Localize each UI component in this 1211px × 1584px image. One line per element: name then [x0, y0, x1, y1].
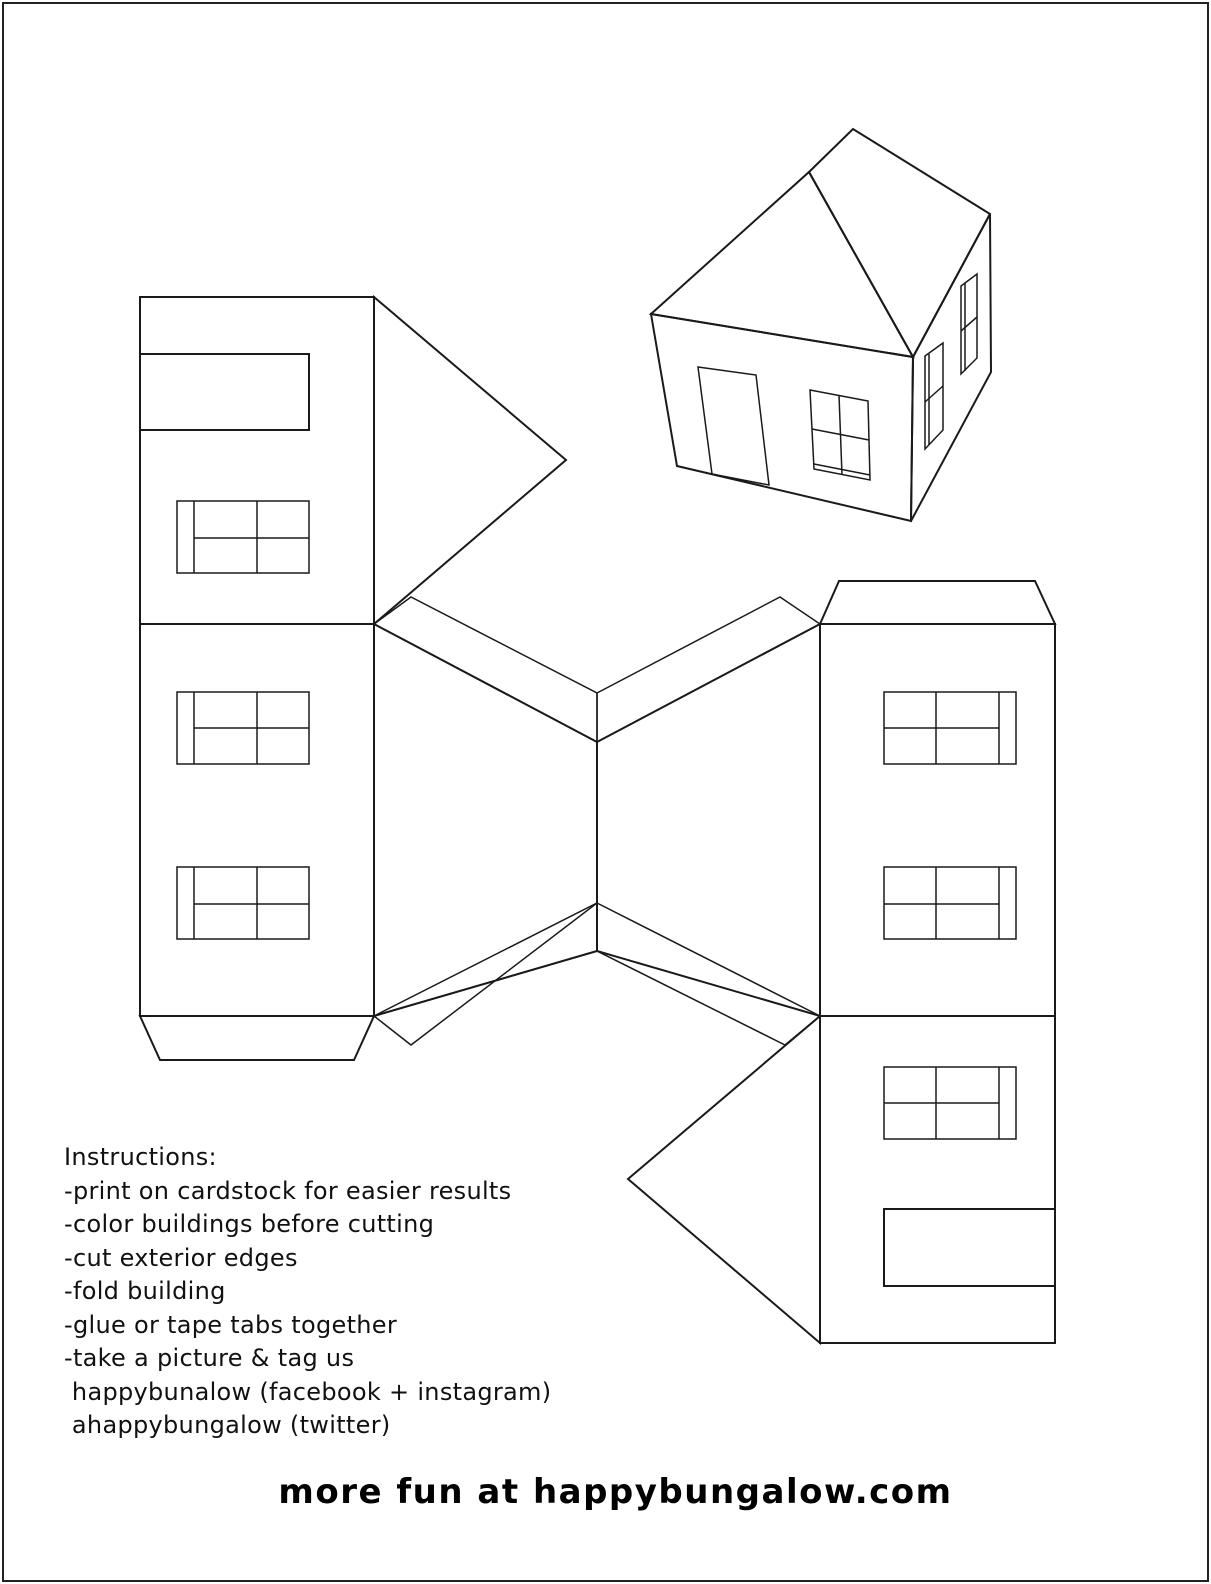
- left-upper-wall: [140, 297, 374, 624]
- assembled-house-preview: [651, 129, 991, 521]
- roof-front-face: [651, 172, 913, 357]
- left-upper-door-panel: [140, 354, 309, 430]
- instruction-step: -cut exterior edges: [64, 1243, 298, 1272]
- right-lower-window: [884, 1067, 1016, 1139]
- instruction-step: -take a picture & tag us: [64, 1344, 355, 1372]
- left-lower-wall: [140, 624, 374, 1016]
- right-roof-triangle-flap: [628, 1016, 820, 1343]
- instruction-step: -fold building: [64, 1277, 226, 1305]
- house-front-window: [810, 390, 870, 480]
- footer-website-text: more fun at happybungalow.com: [278, 1472, 953, 1512]
- left-lower-window-1: [177, 692, 309, 764]
- right-top-tab: [820, 581, 1055, 624]
- right-lower-door-panel: [884, 1209, 1055, 1286]
- right-upper-window-1: [884, 692, 1016, 764]
- left-roof-triangle-flap: [374, 297, 566, 624]
- left-upper-window: [177, 501, 309, 573]
- center-bottom-left-tab: [374, 903, 597, 1016]
- house-side-window-left: [925, 343, 943, 449]
- right-upper-window-2: [884, 867, 1016, 939]
- social-handle: happybunalow (facebook + instagram): [64, 1377, 552, 1406]
- instructions-heading: Instructions:: [64, 1143, 217, 1171]
- center-top-right-tab: [597, 597, 820, 742]
- instruction-step: -color buildings before cutting: [64, 1210, 435, 1238]
- house-door: [698, 367, 769, 485]
- left-bottom-tab: [140, 1016, 374, 1060]
- instruction-step: -glue or tape tabs together: [64, 1310, 398, 1339]
- right-upper-wall: [820, 624, 1055, 1016]
- center-top-left-tab: [374, 597, 597, 742]
- roof-side-face: [809, 129, 990, 357]
- house-side-wall: [911, 214, 991, 521]
- right-lower-wall: [820, 1016, 1055, 1343]
- instructions-block: [64, 1141, 551, 1443]
- left-lower-window-2: [177, 867, 309, 939]
- house-front-wall: [651, 314, 913, 521]
- right-wall-panel: [820, 581, 1055, 1343]
- house-side-window-right: [961, 274, 977, 374]
- center-bottom-right-tab: [597, 903, 820, 1045]
- center-panels: [374, 597, 820, 1045]
- left-wall-panel: [140, 297, 374, 1060]
- instruction-step: -print on cardstock for easier results: [64, 1176, 512, 1205]
- center-bottom-left-tab-outer: [374, 903, 597, 1045]
- social-handle: ahappybungalow (twitter): [64, 1411, 391, 1439]
